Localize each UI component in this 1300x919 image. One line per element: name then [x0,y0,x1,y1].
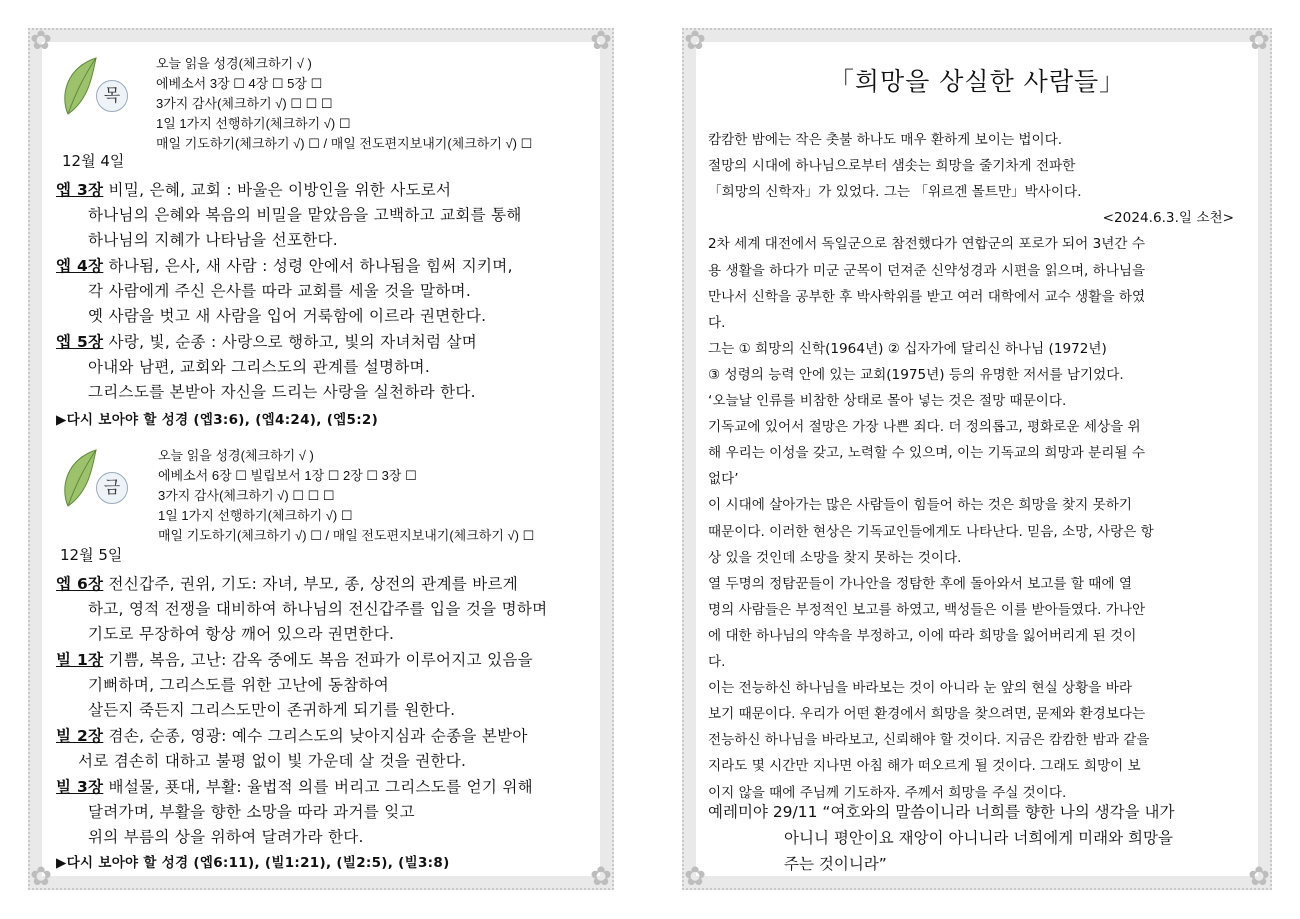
essay-line: 캄캄한 밤에는 작은 촛불 하나도 매우 환하게 보이는 법이다. [708,132,1063,148]
checklist-line[interactable]: 매일 기도하기(체크하기 √) ☐ / 매일 전도편지보내기(체크하기 √) ☐ [156,136,533,151]
day-badge: 금 [96,472,128,504]
entry-line: 아내와 남편, 교회와 그리스도의 관계를 설명하며. [88,358,431,376]
page-title: 「희망을 상실한 사람들」 [828,67,1126,96]
right-panel [682,28,1272,890]
checklist-line[interactable]: 1일 1가지 선행하기(체크하기 √) ☐ [156,116,351,131]
essay-line: 절망의 시대에 하나님으로부터 샘솟는 희망을 줄기차게 전파한 [708,158,1076,175]
essay-line: 명의 사람들은 부정적인 보고를 하였고, 백성들은 이를 받아들였다. 가나안 [708,601,1146,618]
corner-flower-icon: ✿ [590,862,612,892]
day-badge: 목 [96,80,128,112]
checklist-line[interactable]: 매일 기도하기(체크하기 √) ☐ / 매일 전도편지보내기(체크하기 √) ☐ [158,528,535,543]
corner-flower-icon: ✿ [30,862,52,892]
corner-flower-icon: ✿ [30,26,52,56]
entry-line: 위의 부름의 상을 위하여 달려가라 한다. [88,828,364,846]
essay-line: 2차 세계 대전에서 독일군으로 참전했다가 연합군의 포로가 되어 3년간 수 [708,236,1146,253]
chapter-heading: 빌 1장 [56,651,104,669]
entry-line: 달려가며, 부활을 향한 소망을 따라 과거를 잊고 [88,803,415,821]
essay-line: 해 우리는 이성을 갖고, 노력할 수 있으며, 이는 기독교의 희망과 분리될 수 [708,445,1145,462]
leaf-icon [58,448,104,508]
corner-flower-icon: ✿ [1248,26,1270,56]
checklist [158,446,534,546]
checklist-line[interactable]: 오늘 읽을 성경(체크하기 √ ) [158,448,314,463]
entry-line: 기도로 무장하여 항상 깨어 있으라 권면한다. [88,625,395,643]
corner-flower-icon: ✿ [1248,862,1270,892]
essay-line: 때문이다. 이러한 현상은 기독교인들에게도 나타난다. 믿음, 소망, 사랑은 항 [708,523,1154,540]
essay-line: 이 시대에 살아가는 많은 사람들이 힘들어 하는 것은 희망을 찾지 못하기 [708,497,1133,514]
essay-line: ③ 성령의 능력 안에 있는 교회(1975년) 등의 유명한 저서를 남기었다. [708,366,1124,383]
checklist-line[interactable]: 1일 1가지 선행하기(체크하기 √) ☐ [158,508,353,523]
essay-line: 용 생활을 하다가 미군 군목이 던져준 신약성경과 시편을 읽으며, 하나님을 [708,262,1146,279]
corner-flower-icon: ✿ [590,26,612,56]
entry-line: 엡 4장 하나됨, 은사, 새 사람 : 성령 안에서 하나됨을 힘써 지키며, [56,257,513,275]
chapter-heading: 엡 3장 [56,181,104,199]
essay-line: ‘오늘날 인류를 비참한 상태로 몰아 넣는 것은 절망 때문이다. [708,393,1067,409]
checklist-line[interactable]: 3가지 감사(체크하기 √) ☐ ☐ ☐ [156,96,333,111]
entry-line: 그리스도를 본받아 자신을 드리는 사랑을 실천하라 한다. [88,383,476,401]
essay-line: 다. [708,314,726,331]
entry-line: 엡 6장 전신갑주, 권위, 기도: 자녀, 부모, 종, 상전의 관계를 바르게 [56,575,519,593]
review-line: ▶다시 보아야 할 성경 (엡3:6), (엡4:24), (엡5:2) [56,412,379,428]
essay-line: 보기 때문이다. 우리가 어떤 환경에서 희망을 찾으려면, 문제와 환경보다는 [708,706,1146,723]
verse-line: 아니니 평안이요 재앙이 아니니라 너희에게 미래와 희망을 [784,829,1173,847]
chapter-heading: 엡 4장 [56,257,104,275]
chapter-heading: 빌 2장 [56,727,104,745]
chapter-heading: 엡 5장 [56,333,104,351]
entry-line: 각 사람에게 주신 은사를 따라 교회를 세울 것을 말하며. [88,282,472,300]
corner-flower-icon: ✿ [684,862,706,892]
review-line: ▶다시 보아야 할 성경 (엡6:11), (빌1:21), (빌2:5), (빌3:8) [56,855,450,871]
entry-line: 빌 2장 겸손, 순종, 영광: 예수 그리스도의 낮아지심과 순종을 본받아 [56,727,528,745]
checklist-line[interactable]: 3가지 감사(체크하기 √) ☐ ☐ ☐ [158,488,335,503]
essay-line: 다. [708,654,726,670]
verse-line: 주는 것이니라” [784,855,887,873]
thursday-section [42,42,600,442]
essay-line: 열 두명의 정탐꾼들이 가나안을 정탐한 후에 돌아와서 보고를 할 때에 열 [708,575,1133,592]
date-label: 12월 4일 [62,152,125,170]
checklist [156,54,532,154]
checklist-line[interactable]: 오늘 읽을 성경(체크하기 √ ) [156,56,312,71]
essay-line: 이는 전능하신 하나님을 바라보는 것이 아니라 눈 앞의 현실 상황을 바라 [708,680,1133,697]
chapter-heading: 빌 3장 [56,778,104,796]
entry-line: 살든지 죽든지 그리스도만이 존귀하게 되기를 원한다. [88,701,456,719]
entry-line: 하나님의 은혜와 복음의 비밀을 맡았음을 고백하고 교회를 통해 [88,206,522,224]
checklist-line[interactable]: 에베소서 6장 ☐ 빌립보서 1장 ☐ 2장 ☐ 3장 ☐ [158,468,417,483]
entry-line: 하나님의 지혜가 나타남을 선포한다. [88,231,339,249]
essay-line: 에 대한 하나님의 약속을 부정하고, 이에 따라 희망을 잃어버리게 된 것이 [708,627,1137,644]
essay-line: 기독교에 있어서 절망은 가장 나쁜 죄다. 더 정의롭고, 평화로운 세상을 위 [708,419,1141,436]
essay-line: <2024.6.3.일 소천> [1102,210,1234,227]
verse-line: 예레미야 29/11 “여호와의 말씀이니라 너희를 향한 나의 생각을 내가 [708,803,1175,821]
essay-line: 없다’ [708,471,739,488]
essay-line: 만나서 신학을 공부한 후 박사학위를 받고 여러 대학에서 교수 생활을 하였 [708,288,1146,305]
entry-line: 엡 5장 사랑, 빛, 순종 : 사랑으로 행하고, 빛의 자녀처럼 살며 [56,333,478,351]
entry-line: 기뻐하며, 그리스도를 위한 고난에 동참하여 [88,676,390,694]
essay-line: 이지 않을 때에 주님께 기도하자. 주께서 희망을 주실 것이다. [708,784,1067,801]
essay-line: 「희망의 신학자」가 있었다. 그는 「위르겐 몰트만」박사이다. [708,184,1082,201]
friday-section [42,436,600,876]
entry-line: 하고, 영적 전쟁을 대비하여 하나님의 전신갑주를 입을 것을 명하며 [88,600,548,618]
checklist-line[interactable]: 에베소서 3장 ☐ 4장 ☐ 5장 ☐ [156,76,323,91]
essay-line: 상 있을 것인데 소망을 찾지 못하는 것이다. [708,549,962,566]
entry-line: 엡 3장 비밀, 은혜, 교회 : 바울은 이방인을 위한 사도로서 [56,181,452,199]
essay-line: 그는 ① 희망의 신학(1964년) ② 십자가에 달리신 하나님 (1972년) [708,340,1107,357]
entry-line: 빌 3장 배설물, 푯대, 부활: 율법적 의를 버리고 그리스도를 얻기 위해 [56,778,533,796]
essay-line: 전능하신 하나님을 바라보고, 신뢰해야 할 것이다. 지금은 캄캄한 밤과 같을 [708,732,1150,749]
entry-line: 옛 사람을 벗고 새 사람을 입어 거룩함에 이르라 권면한다. [88,307,487,325]
entry-line: 서로 겸손히 대하고 불평 없이 빛 가운데 살 것을 권한다. [78,752,467,770]
chapter-heading: 엡 6장 [56,575,104,593]
date-label: 12월 5일 [60,546,123,564]
left-panel [28,28,614,890]
corner-flower-icon: ✿ [684,26,706,56]
entry-line: 빌 1장 기쁨, 복음, 고난: 감옥 중에도 복음 전파가 이루어지고 있음을 [56,651,533,669]
essay-line: 지라도 몇 시간만 지나면 아침 해가 떠오르게 될 것이다. 그래도 희망이 보 [708,758,1141,775]
leaf-icon [58,56,104,116]
